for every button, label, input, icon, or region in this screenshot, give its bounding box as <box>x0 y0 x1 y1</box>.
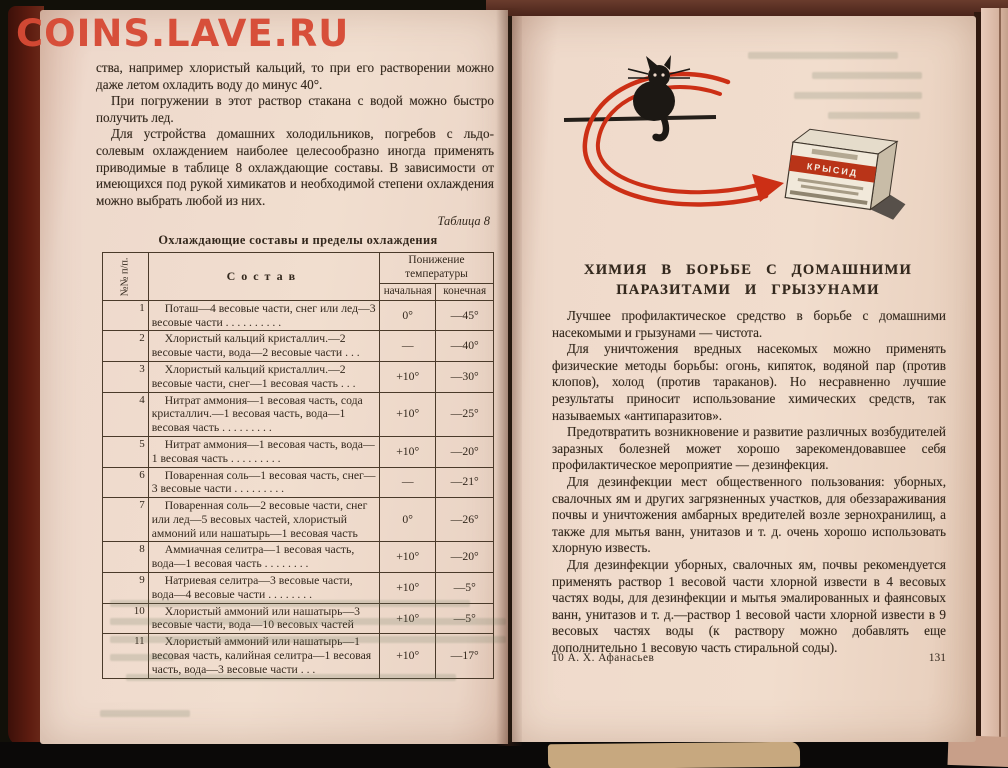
table-row <box>103 573 494 604</box>
table-row <box>103 331 494 362</box>
page-footer <box>552 652 946 664</box>
row-composition: Нитрат аммония—1 весовая часть, вода—1 весовая часть . . . . . . . . . <box>148 436 379 467</box>
row-start-temp: 0° <box>379 498 435 542</box>
book-gutter-shadow <box>496 8 522 746</box>
row-composition: Хлористый кальций кристаллич.—2 весовые части, снег—1 весовая часть . . . <box>148 361 379 392</box>
row-number: 8 <box>103 542 149 573</box>
table-number-label: Таблица 8 <box>437 214 490 229</box>
row-end-temp: —20° <box>436 436 494 467</box>
bleedthrough-line <box>126 674 456 681</box>
row-end-temp: —25° <box>436 392 494 436</box>
row-composition: Нитрат аммония—1 весовая часть, сода кристаллич.—1 весовая часть, вода—1 весовая часть . . . . . . . . . <box>148 392 379 436</box>
column-header-temp-drop: Понижение температуры <box>379 253 493 284</box>
row-start-temp: +10° <box>379 603 435 634</box>
box-label: КРЫСИД <box>806 161 859 179</box>
row-start-temp: +10° <box>379 436 435 467</box>
row-composition: Натриевая селитра—3 весовые части, вода—4 весовые части . . . . . . . . <box>148 573 379 604</box>
row-composition: Поташ—4 весовые части, снег или лед—3 весовые части . . . . . . . . . . <box>148 300 379 331</box>
table-row <box>103 361 494 392</box>
row-number: 10 <box>103 603 149 634</box>
row-number: 9 <box>103 573 149 604</box>
paragraph: Для устройства домашних холодильников, погребов с льдо-солевым охлаждением наиболее целесообразно иногда применять приводимые в таблице 8 охлаждающие составы. В зависимости от имеющихся под рукой химикатов и необходимой степени охлаждения можно выбрать любой из них. <box>96 126 494 208</box>
paragraph: Для дезинфекции мест общественного пользования: уборных, свалочных ям и других загрязненных участков, для обеззараживания почвы и уничтожения амбарных вредителей возле зернохранилищ, а также для мытья ванн, унитазов и т. д. очень хорошо использовать хлорную известь. <box>552 473 946 556</box>
column-header-number <box>103 253 149 300</box>
row-end-temp: —21° <box>436 467 494 498</box>
row-composition: Аммиачная селитра—1 весовая часть, вода—1 весовая часть . . . . . . . . <box>148 542 379 573</box>
page-number: 131 <box>928 652 946 664</box>
row-end-temp: —5° <box>436 603 494 634</box>
paragraph: Для дезинфекции уборных, свалочных ям, почвы рекомендуется применять раствор 1 весовой части хлорной извести в 4 весовых частях воды, для дезинфекции и мытья эмалированных и фаянсовых ванн, унитазов и т. д.—раствор 1 весовой части хлорной извести в 9 весовых частях воды (к раствору можно добавлять еще дополнительно 1 весовую часть стиральной соды). <box>552 556 946 655</box>
table-row <box>103 542 494 573</box>
column-header-start-temp: начальная <box>379 283 435 300</box>
paragraph: ства, например хлористый кальций, то при его растворении можно даже летом охладить воду до минус 40°. <box>96 60 494 92</box>
table-row <box>103 300 494 331</box>
cat-and-poison-box-illustration <box>540 44 962 252</box>
cooling-mixtures-table <box>102 252 494 678</box>
right-page-text-column <box>552 308 946 656</box>
table-row <box>103 467 494 498</box>
row-start-temp: +10° <box>379 361 435 392</box>
red-arrow <box>585 74 784 205</box>
row-number: 5 <box>103 436 149 467</box>
row-end-temp: —45° <box>436 300 494 331</box>
row-number: 7 <box>103 498 149 542</box>
row-start-temp: +10° <box>379 634 435 678</box>
row-composition: Хлористый кальций кристаллич.—2 весовые части, вода—2 весовые части . . . <box>148 331 379 362</box>
perch-line <box>564 117 716 120</box>
chapter-title-line1: ХИМИЯ В БОРЬБЕ С ДОМАШНИМИ <box>583 262 913 278</box>
column-header-composition: Состав <box>148 253 379 300</box>
row-start-temp: 0° <box>379 300 435 331</box>
table-caption: Охлаждающие составы и пределы охлаждения <box>158 233 438 248</box>
row-number: 11 <box>103 634 149 678</box>
bleedthrough-line <box>110 618 506 625</box>
book-cover-left-edge <box>8 6 44 746</box>
chapter-title-line2: ПАРАЗИТАМИ И ГРЫЗУНАМИ <box>616 282 880 298</box>
bleedthrough-line <box>110 636 506 643</box>
table-row <box>103 392 494 436</box>
row-start-temp: +10° <box>379 542 435 573</box>
row-composition: Хлористый аммоний или нашатырь—1 весовая часть, калийная селитра—1 весовая часть, вода—3 весовые части . . . <box>148 634 379 678</box>
fore-edge-line <box>999 8 1001 752</box>
row-start-temp: — <box>379 331 435 362</box>
row-number: 1 <box>103 300 149 331</box>
left-page-text-column <box>96 60 494 679</box>
column-header-number-label: №№ п/п. <box>119 257 131 297</box>
row-number: 6 <box>103 467 149 498</box>
column-header-end-temp: конечная <box>436 283 494 300</box>
row-end-temp: —5° <box>436 573 494 604</box>
row-start-temp: +10° <box>379 573 435 604</box>
row-composition: Хлористый аммоний или нашатырь—3 весовые части, вода—10 весовых частей <box>148 603 379 634</box>
printer-signature: 10 А. Х. Афанасьев <box>552 652 655 664</box>
row-number: 4 <box>103 392 149 436</box>
black-cat-icon <box>628 55 690 141</box>
row-start-temp: +10° <box>379 392 435 436</box>
row-end-temp: —40° <box>436 331 494 362</box>
bleedthrough-line <box>110 654 174 661</box>
paragraph: При погружении в этот раствор стакана с водой можно быстро получить лед. <box>96 93 494 125</box>
bleedthrough-line <box>100 710 190 717</box>
row-end-temp: —17° <box>436 634 494 678</box>
row-end-temp: —26° <box>436 498 494 542</box>
book-cover-top-edge <box>486 0 1008 16</box>
bottom-page-edge <box>548 742 800 768</box>
paragraph: Для уничтожения вредных насекомых можно применять физические методы борьбы: огонь, кипяток, водяной пар (против клопов), холод (против тараканов). Но несравненно лучшие результаты приносит использование химических средств, так называемых «антипаразитов». <box>552 341 946 423</box>
chapter-title <box>552 260 944 300</box>
row-number: 3 <box>103 361 149 392</box>
right-page <box>512 16 976 742</box>
row-composition: Поваренная соль—2 весовые части, снег или лед—5 весовых частей, хлористый аммоний или нашатырь—1 весовая часть <box>148 498 379 542</box>
poison-box <box>784 127 914 221</box>
left-page <box>40 10 508 744</box>
row-end-temp: —30° <box>436 361 494 392</box>
row-number: 2 <box>103 331 149 362</box>
table-row <box>103 436 494 467</box>
row-start-temp: — <box>379 467 435 498</box>
paragraph: Предотвратить возникновение и развитие различных возбудителей заразных болезней может хорошо зарекомендовавшее себя профилактическое мероприятие — дезинфекция. <box>552 424 946 473</box>
bleedthrough-line <box>110 600 470 607</box>
row-end-temp: —20° <box>436 542 494 573</box>
watermark-text: COINS.LAVE.RU <box>16 12 350 55</box>
page-stack-fore-edge <box>981 8 1008 752</box>
paragraph: Лучшее профилактическое средство в борьбе с домашними насекомыми и грызунами — чистота. <box>552 308 946 340</box>
row-composition: Поваренная соль—1 весовая часть, снег—3 весовые части . . . . . . . . . <box>148 467 379 498</box>
table-row <box>103 498 494 542</box>
